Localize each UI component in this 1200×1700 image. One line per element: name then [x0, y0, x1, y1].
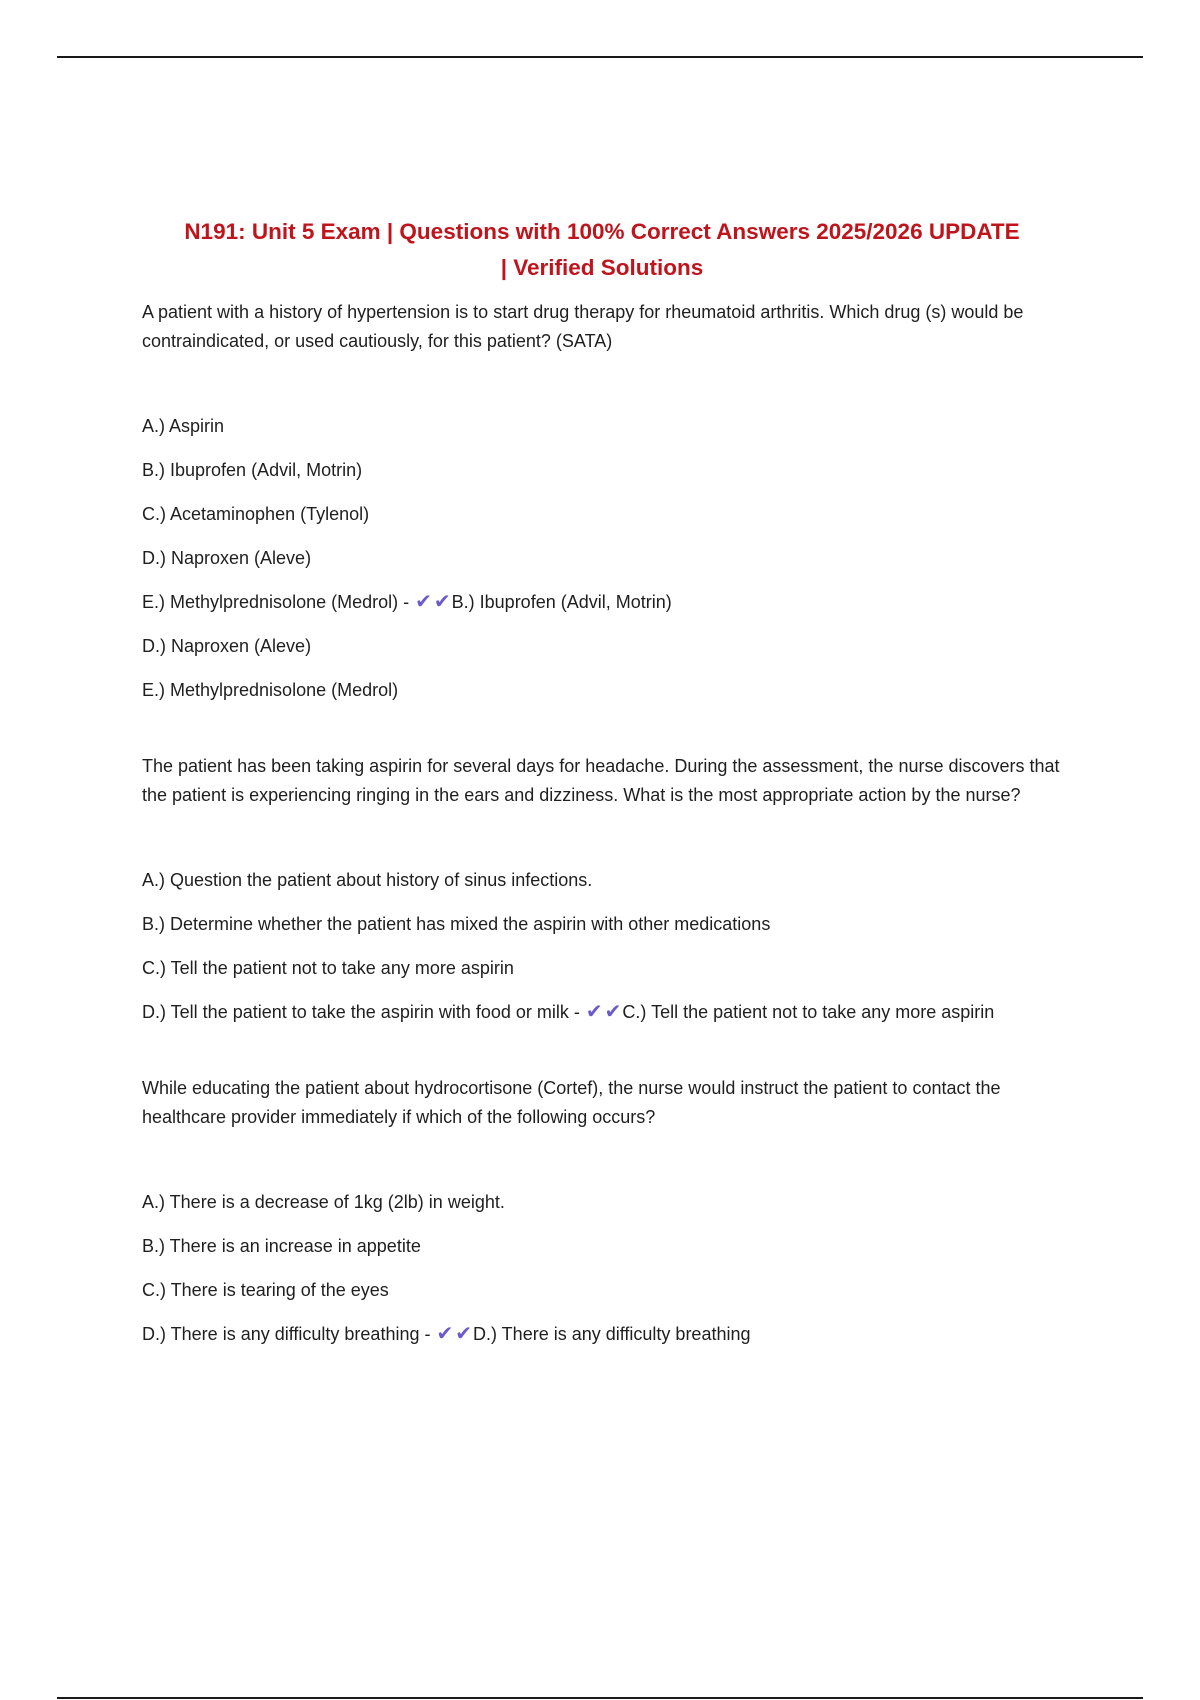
option-3d-with-answer	[142, 1320, 1062, 1349]
question-text-3: While educating the patient about hydrocortisone (Cortef), the nurse would instruct the patient to contact the healthcare provider immediately if which of the following occurs?	[142, 1078, 1001, 1127]
question-block-3	[142, 1074, 1062, 1349]
check-mark-icon: ✔	[433, 591, 451, 613]
option-list-1	[142, 412, 1062, 705]
question-block-1	[142, 298, 1062, 705]
page-title	[142, 214, 1062, 286]
option-list-2	[142, 866, 1062, 1027]
answer-1-line-3: E.) Methylprednisolone (Medrol)	[142, 680, 399, 700]
check-mark-icon: ✔	[436, 1323, 454, 1345]
document-body	[142, 214, 1062, 1364]
answer-3-line-1: D.) There is any difficulty breathing	[473, 1324, 751, 1344]
option-3b: B.) There is an increase in appetite	[142, 1236, 421, 1256]
option-2b: B.) Determine whether the patient has mixed the aspirin with other medications	[142, 914, 771, 934]
answer-1-line-1: B.) Ibuprofen (Advil, Motrin)	[451, 592, 672, 612]
option-1c: C.) Acetaminophen (Tylenol)	[142, 504, 370, 524]
option-1a: A.) Aspirin	[142, 416, 225, 436]
option-1e-with-answer	[142, 588, 1062, 617]
header-rule	[57, 56, 1143, 58]
title-line-2: | Verified Solutions	[500, 255, 704, 280]
question-text-1: A patient with a history of hypertension is to start drug therapy for rheumatoid arthritis. Which drug (s) would be contraindicated, or used cautiously, for this patient? (SATA)	[142, 302, 1024, 351]
check-mark-icon: ✔	[415, 591, 432, 613]
answer-1-line-2: D.) Naproxen (Aleve)	[142, 636, 312, 656]
option-1b: B.) Ibuprofen (Advil, Motrin)	[142, 460, 363, 480]
option-3a: A.) There is a decrease of 1kg (2lb) in weight.	[142, 1192, 505, 1212]
footer-rule	[57, 1697, 1143, 1699]
option-1d: D.) Naproxen (Aleve)	[142, 548, 312, 568]
option-3c: C.) There is tearing of the eyes	[142, 1280, 389, 1300]
question-text-2: The patient has been taking aspirin for several days for headache. During the assessment, the nurse discovers that the patient is experiencing ringing in the ears and dizziness. What is the most appropriate action by the nurse?	[142, 756, 1060, 805]
title-line-1: N191: Unit 5 Exam | Questions with 100% Correct Answers 2025/2026 UPDATE	[184, 219, 1020, 244]
option-list-3	[142, 1188, 1062, 1349]
question-block-2	[142, 752, 1062, 1027]
option-2d-with-answer	[142, 998, 1062, 1027]
check-mark-icon: ✔	[604, 1001, 622, 1023]
option-3d: D.) There is any difficulty breathing -	[142, 1324, 431, 1344]
option-2c: C.) Tell the patient not to take any more aspirin	[142, 958, 514, 978]
option-1e: E.) Methylprednisolone (Medrol) -	[142, 592, 410, 612]
option-2d: D.) Tell the patient to take the aspirin with food or milk -	[142, 1002, 580, 1022]
answer-2-line-1: C.) Tell the patient not to take any more aspirin	[622, 1002, 995, 1022]
check-mark-icon: ✔	[585, 1001, 603, 1023]
option-2a: A.) Question the patient about history of sinus infections.	[142, 870, 593, 890]
check-mark-icon: ✔	[455, 1323, 473, 1345]
